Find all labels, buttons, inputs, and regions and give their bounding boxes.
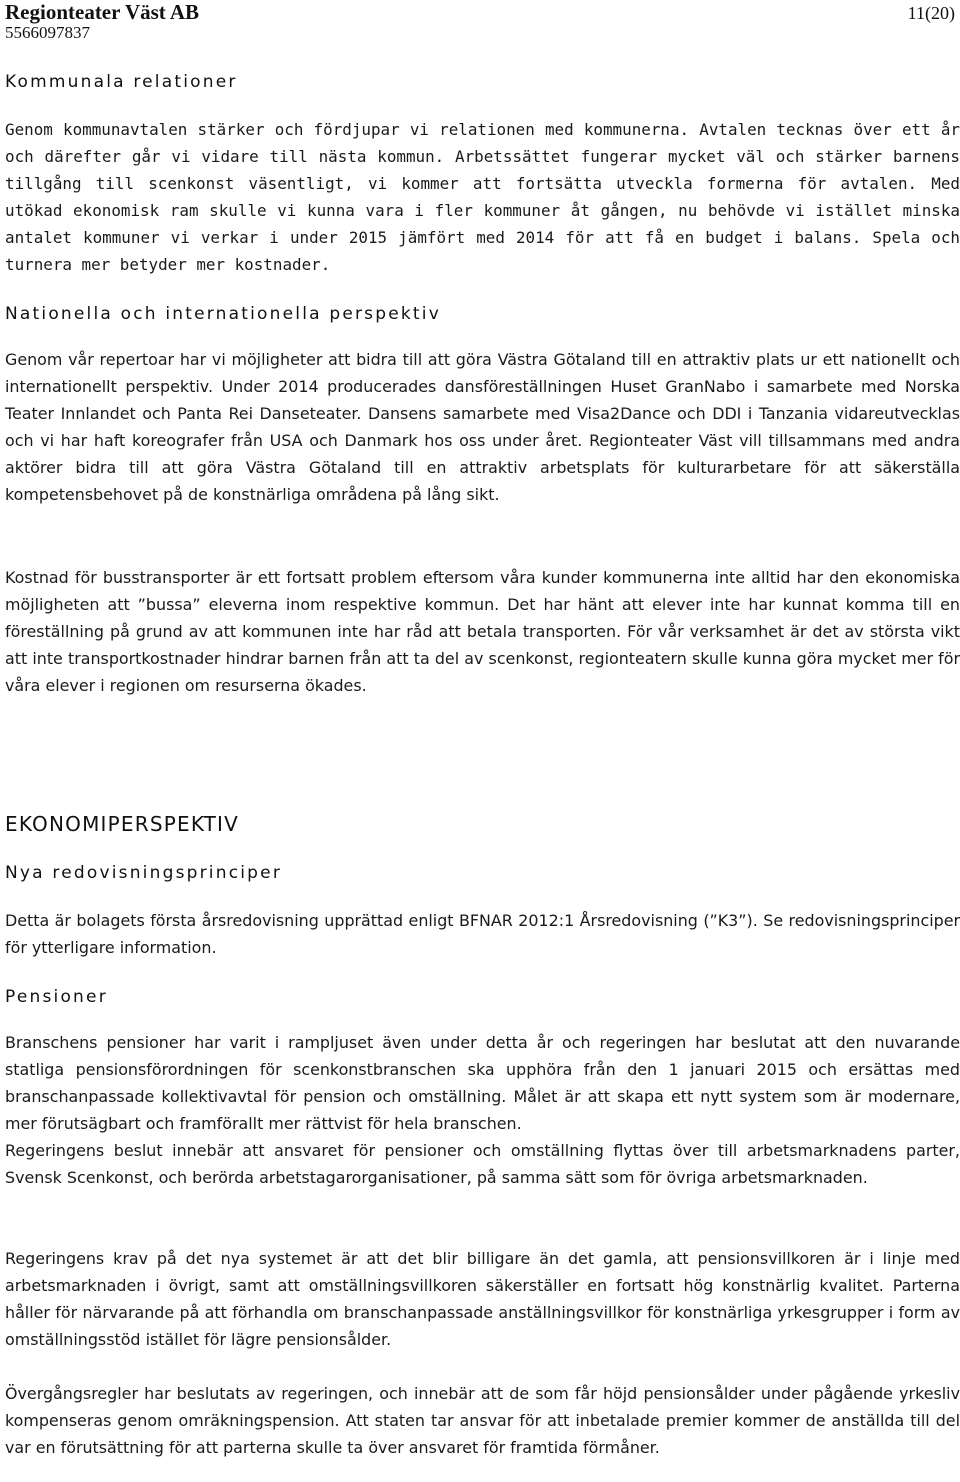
paragraph-pensioner-3: Regeringens krav på det nya systemet är att det blir billigare än det gamla, att pensionsvillkoren är i linje med arbetsmarknaden i övrigt, samt att omställningsvillkoren säkerställer en fortsatt hög konstnärlig kvalitet. Parterna håller för närvarande på att förhandla om branschanpassade anställningsvillkor för konstnärliga yrkesgrupper i form av omställningsstöd istället för lägre pensionsålder. bbox=[5, 1249, 960, 1349]
paragraph-pensioner-2: Regeringens beslut innebär att ansvaret för pensioner och omställning flyttas över till arbetsmarknadens parter, Svensk Scenkonst, och berörda arbetstagarorganisationer, på samma sätt som för övriga arbetsmarknaden. bbox=[5, 1141, 960, 1187]
paragraph-nationella-1: Genom vår repertoar har vi möjligheter att bidra till att göra Västra Götaland till en attraktiv plats ur ett nationellt och internationellt perspektiv. Under 2014 producerades dansföreställningen Huset GranNabo i samarbete med Norska Teater Innlandet och Panta Rei Danseteater. Dansens samarbete med Visa2Dance och DDI i Tanzania vidareutvecklas och vi har haft koreografer från USA och Danmark hos oss under året. Regionteater Väst vill tillsammans med andra aktörer bidra till att göra Västra Götaland till en attraktiv arbetsplats för kulturarbetare för att säkerställa kompetensbehovet på de konstnärliga områdena på lång sikt. bbox=[5, 350, 960, 504]
paragraph-redovisning: Detta är bolagets första årsredovisning upprättad enligt BFNAR 2012:1 Årsredovisning (”K3”). Se redovisningsprinciper för ytterligare information. bbox=[5, 911, 960, 957]
heading-redovisningsprinciper: Nya redovisningsprinciper bbox=[5, 863, 283, 883]
paragraph-kommunala: Genom kommunavtalen stärker och fördjupar vi relationen med kommunerna. Avtalen tecknas över ett år och därefter går vi vidare till nästa kommun. Arbetssättet fungerar mycket väl och stärker barnens tillgång till scenkonst väsentligt, vi kommer att fortsätta utveckla formerna för avtalen. Med utökad ekonomisk ram skulle vi kunna vara i fler kommuner åt gången, nu behövde vi istället minska antalet kommuner vi verkar i under 2015 jämfört med 2014 för att få en budget i balans. Spela och turnera mer betyder mer kostnader. bbox=[5, 120, 960, 274]
org-number: 5566097837 bbox=[5, 23, 90, 42]
heading-ekonomiperspektiv: EKONOMIPERSPEKTIV bbox=[5, 812, 240, 836]
paragraph-nationella-2: Kostnad för busstransporter är ett fortsatt problem eftersom våra kunder kommunerna inte alltid har den ekonomiska möjligheten att ”bussa” eleverna inom respektive kommun. Det har hänt att elever inte har kunnat komma till en föreställning på grund av att kommunen inte har råd att betala transporten. För vår verksamhet är det av största vikt att inte transportkostnader hindrar barnen från att ta del av scenkonst, regionteatern skulle kunna göra mycket mer för våra elever i regionen om resurserna ökades. bbox=[5, 568, 960, 695]
heading-pensioner: Pensioner bbox=[5, 987, 108, 1007]
paragraph-pensioner-4: Övergångsregler har beslutats av regeringen, och innebär att de som får höjd pensionsålder under pågående yrkesliv kompenseras genom omräkningspension. Att staten tar ansvar för att inbetalade premier kommer de anställda till del var en förutsättning för att parterna skulle ta över ansvaret för framtida förmåner. bbox=[5, 1384, 960, 1457]
heading-kommunala-relationer: Kommunala relationer bbox=[5, 72, 238, 92]
page-header bbox=[5, 0, 199, 42]
paragraph-pensioner-1: Branschens pensioner har varit i rampljuset även under detta år och regeringen har beslutat att den nuvarande statliga pensionsförordningen för scenkonstbranschen ska upphöra från den 1 januari 2015 och ersättas med branschanpassade kollektivavtal för pension och omställning. Målet är att skapa ett nytt system som är modernare, mer förutsägbart och framförallt mer rättvist för hela branschen. bbox=[5, 1033, 960, 1133]
page-number: 11(20) bbox=[907, 3, 955, 23]
company-name: Regionteater Väst AB bbox=[5, 0, 200, 24]
heading-nationella-perspektiv: Nationella och internationella perspektiv bbox=[5, 304, 441, 324]
